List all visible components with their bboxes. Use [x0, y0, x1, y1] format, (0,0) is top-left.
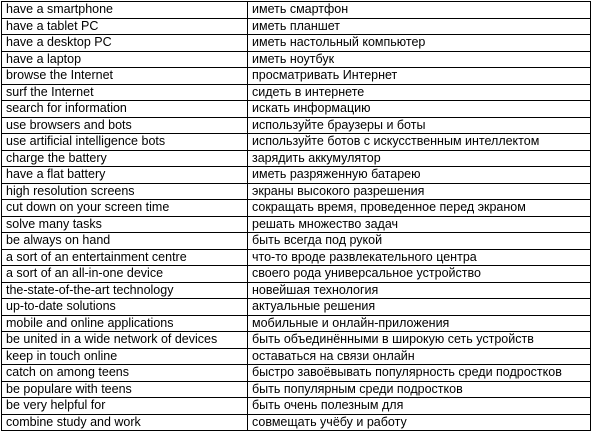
- vocabulary-table-body: [2, 2, 591, 431]
- table-row: [2, 266, 591, 283]
- russian-translation-cell: экраны высокого разрешения: [248, 183, 591, 200]
- russian-translation-cell: совмещать учёбу и работу: [248, 414, 591, 431]
- english-phrase-cell: be populare with teens: [2, 381, 248, 398]
- english-phrase-cell: use artificial intelligence bots: [2, 134, 248, 151]
- table-row: [2, 233, 591, 250]
- table-row: [2, 249, 591, 266]
- russian-translation-cell: используйте браузеры и боты: [248, 117, 591, 134]
- english-phrase-cell: cut down on your screen time: [2, 200, 248, 217]
- russian-translation-cell: иметь разряженную батарею: [248, 167, 591, 184]
- russian-translation-cell: используйте ботов с искусственным интеллектом: [248, 134, 591, 151]
- russian-translation-cell: сидеть в интернете: [248, 84, 591, 101]
- vocabulary-table: [1, 1, 591, 431]
- english-phrase-cell: have a desktop PC: [2, 35, 248, 52]
- english-phrase-cell: have a smartphone: [2, 2, 248, 19]
- russian-translation-cell: искать информацию: [248, 101, 591, 118]
- russian-translation-cell: иметь настольный компьютер: [248, 35, 591, 52]
- russian-translation-cell: что-то вроде развлекательного центра: [248, 249, 591, 266]
- russian-translation-cell: актуальные решения: [248, 299, 591, 316]
- table-row: [2, 35, 591, 52]
- english-phrase-cell: search for information: [2, 101, 248, 118]
- table-row: [2, 2, 591, 19]
- english-phrase-cell: have a laptop: [2, 51, 248, 68]
- english-phrase-cell: browse the Internet: [2, 68, 248, 85]
- table-row: [2, 183, 591, 200]
- table-row: [2, 332, 591, 349]
- russian-translation-cell: сокращать время, проведенное перед экраном: [248, 200, 591, 217]
- table-row: [2, 18, 591, 35]
- russian-translation-cell: иметь ноутбук: [248, 51, 591, 68]
- table-row: [2, 381, 591, 398]
- english-phrase-cell: be always on hand: [2, 233, 248, 250]
- russian-translation-cell: зарядить аккумулятор: [248, 150, 591, 167]
- russian-translation-cell: решать множество задач: [248, 216, 591, 233]
- table-row: [2, 117, 591, 134]
- english-phrase-cell: have a flat battery: [2, 167, 248, 184]
- russian-translation-cell: быть очень полезным для: [248, 398, 591, 415]
- english-phrase-cell: surf the Internet: [2, 84, 248, 101]
- english-phrase-cell: use browsers and bots: [2, 117, 248, 134]
- table-row: [2, 68, 591, 85]
- table-row: [2, 299, 591, 316]
- russian-translation-cell: быстро завоёвывать популярность среди подростков: [248, 365, 591, 382]
- table-row: [2, 282, 591, 299]
- english-phrase-cell: have a tablet PC: [2, 18, 248, 35]
- table-row: [2, 398, 591, 415]
- table-row: [2, 315, 591, 332]
- russian-translation-cell: своего рода универсальное устройство: [248, 266, 591, 283]
- english-phrase-cell: combine study and work: [2, 414, 248, 431]
- russian-translation-cell: быть объединёнными в широкую сеть устройств: [248, 332, 591, 349]
- english-phrase-cell: the-state-of-the-art technology: [2, 282, 248, 299]
- english-phrase-cell: a sort of an all-in-one device: [2, 266, 248, 283]
- english-phrase-cell: keep in touch online: [2, 348, 248, 365]
- table-row: [2, 134, 591, 151]
- russian-translation-cell: просматривать Интернет: [248, 68, 591, 85]
- english-phrase-cell: mobile and online applications: [2, 315, 248, 332]
- english-phrase-cell: be united in a wide network of devices: [2, 332, 248, 349]
- table-row: [2, 216, 591, 233]
- russian-translation-cell: быть популярным среди подростков: [248, 381, 591, 398]
- russian-translation-cell: иметь смартфон: [248, 2, 591, 19]
- table-row: [2, 414, 591, 431]
- table-row: [2, 51, 591, 68]
- table-row: [2, 101, 591, 118]
- russian-translation-cell: мобильные и онлайн-приложения: [248, 315, 591, 332]
- table-row: [2, 84, 591, 101]
- table-row: [2, 150, 591, 167]
- table-row: [2, 200, 591, 217]
- english-phrase-cell: be very helpful for: [2, 398, 248, 415]
- russian-translation-cell: оставаться на связи онлайн: [248, 348, 591, 365]
- russian-translation-cell: быть всегда под рукой: [248, 233, 591, 250]
- english-phrase-cell: catch on among teens: [2, 365, 248, 382]
- english-phrase-cell: up-to-date solutions: [2, 299, 248, 316]
- english-phrase-cell: a sort of an entertainment centre: [2, 249, 248, 266]
- english-phrase-cell: high resolution screens: [2, 183, 248, 200]
- english-phrase-cell: solve many tasks: [2, 216, 248, 233]
- russian-translation-cell: новейшая технология: [248, 282, 591, 299]
- russian-translation-cell: иметь планшет: [248, 18, 591, 35]
- table-row: [2, 167, 591, 184]
- table-row: [2, 365, 591, 382]
- table-row: [2, 348, 591, 365]
- english-phrase-cell: charge the battery: [2, 150, 248, 167]
